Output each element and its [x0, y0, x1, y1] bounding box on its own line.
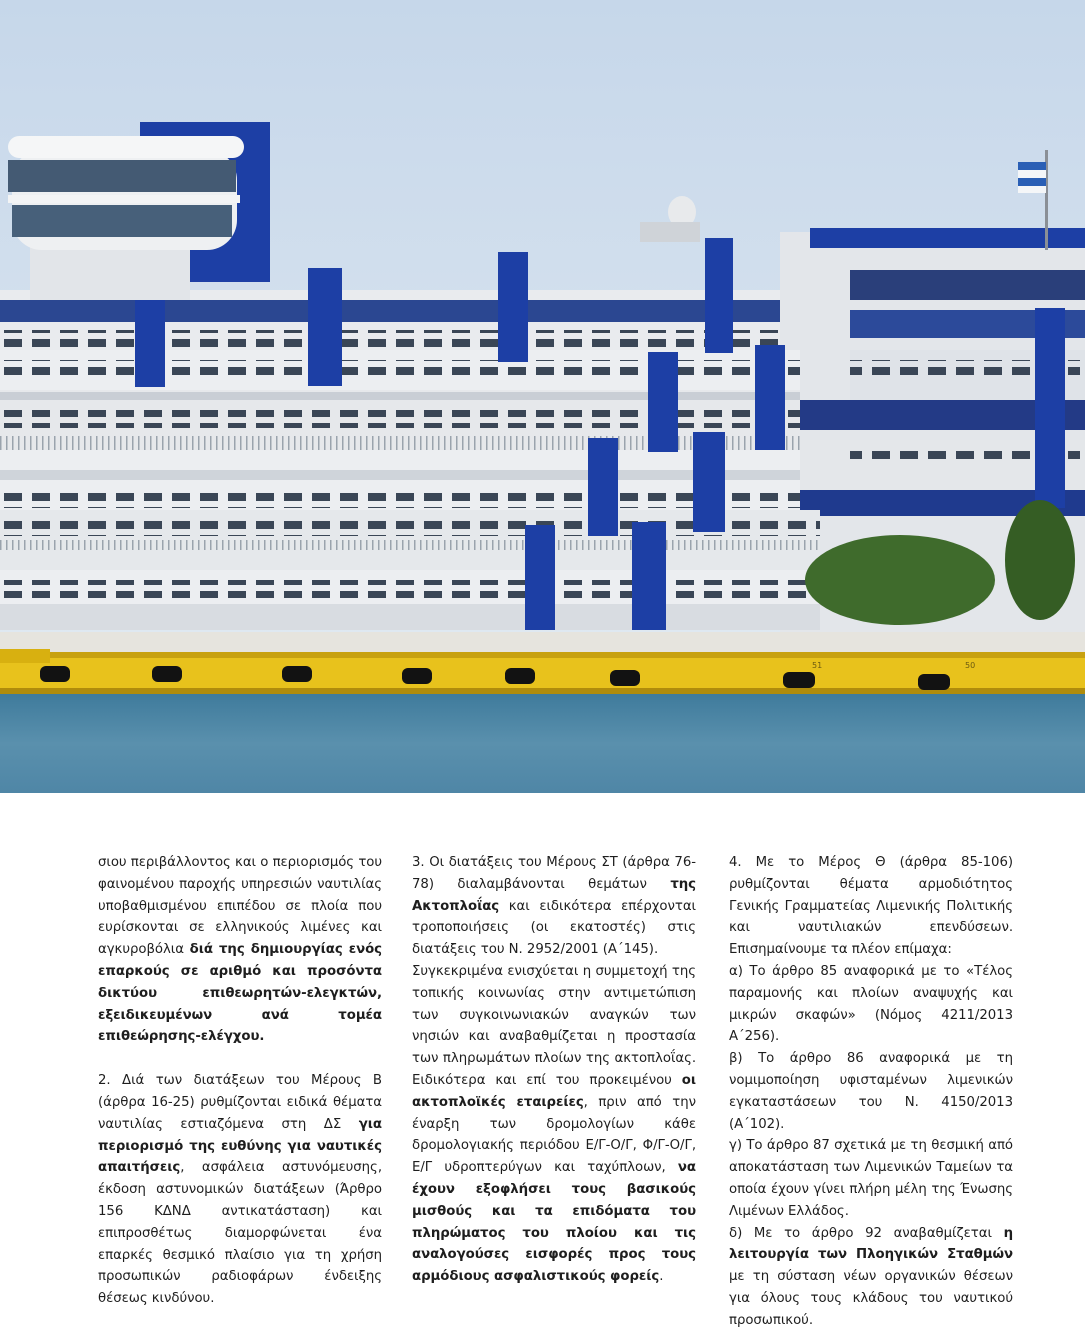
text-run: 3. Οι διατάξεις του Μέρους ΣΤ (άρθρα 76-78) διαλαμβάνονται θεμάτων — [412, 855, 696, 892]
text-run: 2. Διά των διατάξεων του Μέρους Β (άρθρα 16-25) ρυθμίζονται ειδικά θέματα ναυτιλίας εστιαζόμενα στη ΔΣ — [98, 1073, 382, 1132]
text-run: και ειδικότερα επέρχονται τροποποιήσεις (οι εκατοστές) στις διατάξεις του Ν. 2952/2001 (Α΄145). — [412, 898, 696, 958]
bold-text: οι ακτοπλοϊκές εταιρείες — [412, 1072, 696, 1110]
text-run: α) Το άρθρο 85 αναφορικά με το «Τέλος παραμονής και πλοίων αναψυχής και μικρών σκαφών» (Νόμος 4211/2013 Α΄256). — [729, 963, 1013, 1045]
text-column-1 — [98, 852, 382, 1310]
text-run: σιου περιβάλλοντος και ο περιορισμός του φαινομένου παροχής υπηρεσιών ναυτιλίας υποβαθμισμένου επιπέδου σε πλοία που ευρίσκονται σε ελληνικούς λιμένες και αγκυροβόλια — [98, 855, 382, 958]
text-run: με τη σύσταση νέων οργανικών θέσεων για όλους τους κλάδους του ναυτικού προσωπικού. — [729, 1269, 1013, 1328]
quay-mark: 51 — [812, 661, 823, 670]
fender — [505, 668, 535, 684]
fender — [918, 674, 950, 690]
paragraph — [412, 852, 696, 961]
text-run: γ) Το άρθρο 87 σχετικά με τη θεσμική από αποκατάσταση των Λιμενικών Ταμείων τα οποία έχουν γίνει πλήρη μέλη της Ένωσης Λιμένων Ελλάδος. — [729, 1138, 1013, 1219]
paragraph — [729, 961, 1013, 1048]
bold-text: για περιορισμό της ευθύνης για ναυτικές απαιτήσεις — [98, 1116, 382, 1176]
fender — [40, 666, 70, 682]
text-column-3 — [729, 852, 1013, 1332]
fender — [282, 666, 312, 682]
text-run: . — [659, 1269, 664, 1285]
bold-text: της Ακτοπλοΐας — [412, 876, 696, 914]
fender — [783, 672, 815, 688]
text-run: β) Το άρθρο 86 αναφορικά με τη νομιμοποίηση υφισταμένων λιμενικών εγκαταστάσεων του Ν. 4150/2013 (Α΄102). — [729, 1051, 1013, 1132]
fender — [610, 670, 640, 686]
paragraph — [729, 1135, 1013, 1222]
fender — [402, 668, 432, 684]
paragraph — [729, 852, 1013, 961]
text-run: δ) Με το άρθρο 92 αναβαθμίζεται — [729, 1225, 1004, 1241]
quay-mark: 50 — [965, 661, 976, 670]
text-run: 4. Με το Μέρος Θ (άρθρα 85-106) ρυθμίζονται θέματα αρμοδιότητος Γενικής Γραμματείας Λιμενικής Πολιτικής και ναυτιλιακών επενδύσεων. Επισημαίνουμε τα πλέον επίμαχα: — [729, 855, 1013, 958]
text-run: , ασφάλεια αστυνόμευσης, έκδοση αστυνομικών διατάξεων (Άρθρο 156 ΚΔΝΔ αντικατάσταση) και επιπροσθέτως διαμορφώνεται ένα επαρκές θεσμικό πλαίσιο για τη χρήση προσωπικών ραδιοφάρων ένδειξης θέσεως κινδύνου. — [98, 1160, 382, 1307]
text-run: , πριν από την έναρξη των δρομολογίων κάθε δρομολογιακής περιόδου Ε/Γ-Ο/Γ, Φ/Γ-Ο/Γ, Ε/Γ υδροπτερύγων και ταχύπλοων, — [412, 1094, 696, 1176]
bold-text: η λειτουργία των Πλοηγικών Σταθμών — [729, 1225, 1013, 1263]
text-run: Συγκεκριμένα ενισχύεται η συμμετοχή της τοπικής κοινωνίας στην αντιμετώπιση των συγκοινωνιακών αναγκών των νησιών και αναβαθμίζεται η προστασία των πληρωμάτων πλοίων της ακτοπλοΐας. Ειδικότερα και επί του προκειμένου — [412, 963, 696, 1088]
fender — [152, 666, 182, 682]
paragraph — [729, 1048, 1013, 1135]
bold-text: να έχουν εξοφλήσει τους βασικούς μισθούς και τα επιδόματα του πληρώματος του πλοίου και τις αναλογούσες εισφορές προς τους αρμόδιους ασφαλιστικούς φορείς — [412, 1160, 696, 1285]
paragraph — [412, 961, 696, 1288]
sea — [0, 694, 1085, 793]
bold-text: διά της δημιουργίας ενός επαρκούς σε αριθμό και προσόντα δικτύου επιθεωρητών-ελεγκτών, εξειδικευμένων ανά τομέα επιθεώρησης-ελέγχου. — [98, 942, 383, 1045]
paragraph — [98, 1070, 382, 1310]
text-column-2 — [412, 852, 696, 1288]
paragraph — [98, 852, 382, 1048]
paragraph — [729, 1223, 1013, 1332]
